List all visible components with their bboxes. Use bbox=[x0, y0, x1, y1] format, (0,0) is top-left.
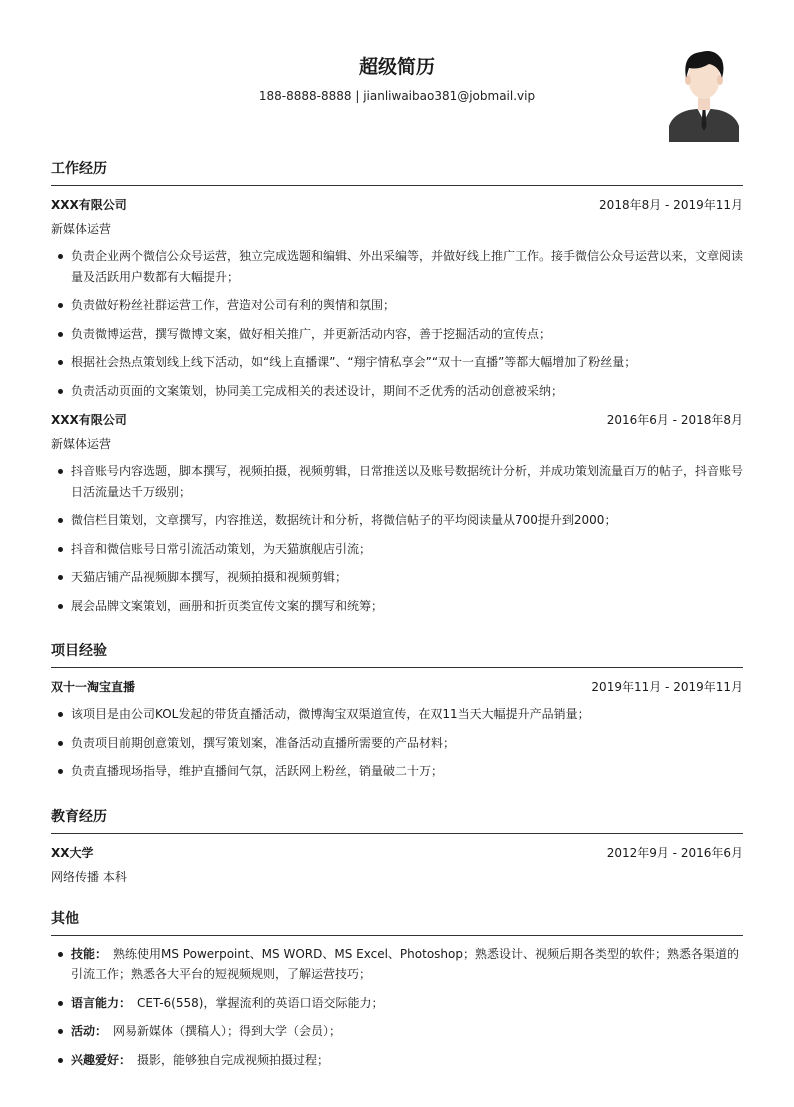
list-item: 负责活动页面的文案策划，协同美工完成相关的表述设计，期间不乏优秀的活动创意被采纳； bbox=[51, 381, 743, 402]
work-entry-header bbox=[51, 196, 743, 214]
list-item: 天猫店铺产品视频脚本撰写，视频拍摄和视频剪辑； bbox=[51, 567, 743, 588]
bullet-list bbox=[51, 704, 743, 782]
list-item bbox=[51, 993, 743, 1014]
avatar bbox=[669, 46, 739, 142]
list-item: 展会品牌文案策划，画册和折页类宣传文案的撰写和统筹； bbox=[51, 596, 743, 617]
major-degree: 网络传播 本科 bbox=[51, 869, 127, 884]
bullet-list bbox=[51, 246, 743, 401]
resume-page bbox=[51, 0, 743, 1078]
item-label: 兴趣爱好： bbox=[71, 1052, 132, 1067]
contact-info: 188-8888-8888 | jianliwaibao381@jobmail.vip bbox=[258, 89, 536, 103]
company-name: XXX有限公司 bbox=[51, 198, 127, 212]
date-range: 2012年9月 - 2016年6月 bbox=[606, 845, 743, 860]
job-title: 新媒体运营 bbox=[51, 222, 112, 236]
project-entry-header bbox=[51, 678, 743, 696]
list-item: 该项目是由公司KOL发起的带货直播活动，微博淘宝双渠道宣传，在双11当天大幅提升产品销量； bbox=[51, 704, 743, 725]
list-item bbox=[51, 1021, 743, 1042]
education-section bbox=[51, 806, 743, 886]
project-section bbox=[51, 640, 743, 782]
list-item: 负责项目前期创意策划，撰写策划案，准备活动直播所需要的产品材料； bbox=[51, 733, 743, 754]
company-name: XXX有限公司 bbox=[51, 413, 127, 427]
resume-header bbox=[51, 0, 743, 150]
list-item: 负责微博运营，撰写微博文案，做好相关推广，并更新活动内容，善于挖掘活动的宣传点； bbox=[51, 324, 743, 345]
list-item: 负责直播现场指导，维护直播间气氛，活跃网上粉丝，销量破二十万； bbox=[51, 761, 743, 782]
list-item bbox=[51, 1050, 743, 1071]
list-item: 抖音和微信账号日常引流活动策划，为天猫旗舰店引流； bbox=[51, 539, 743, 560]
candidate-name: 超级简历 bbox=[358, 56, 435, 78]
school-name: XX大学 bbox=[51, 845, 94, 860]
section-title-project: 项目经验 bbox=[51, 640, 743, 668]
bullet-list bbox=[51, 461, 743, 616]
date-range: 2016年6月 - 2018年8月 bbox=[606, 413, 743, 427]
list-item: 抖音账号内容选题，脚本撰写，视频拍摄，视频剪辑，日常推送以及账号数据统计分析，并成功策划流量百万的帖子，抖音账号日活流量达千万级别； bbox=[51, 461, 743, 502]
item-label: 技能： bbox=[71, 946, 108, 961]
date-range: 2018年8月 - 2019年11月 bbox=[599, 198, 743, 212]
list-item: 微信栏目策划，文章撰写，内容推送，数据统计和分析，将微信帖子的平均阅读量从700提升到2000； bbox=[51, 510, 743, 531]
project-name: 双十一淘宝直播 bbox=[51, 680, 136, 694]
education-entry-header bbox=[51, 844, 743, 862]
item-text: 网易新媒体（撰稿人）；得到大学（会员）； bbox=[113, 1024, 342, 1038]
list-item: 负责企业两个微信公众号运营，独立完成选题和编辑、外出采编等，并做好线上推广工作。接手微信公众号运营以来，文章阅读量及活跃用户数都有大幅提升； bbox=[51, 246, 743, 287]
job-title: 新媒体运营 bbox=[51, 437, 112, 451]
section-title-education: 教育经历 bbox=[51, 806, 743, 834]
other-section bbox=[51, 908, 743, 1071]
item-label: 语言能力： bbox=[71, 995, 132, 1010]
list-item: 根据社会热点策划线上线下活动，如“线上直播课”、“翔宇情私享会”“双十一直播”等都大幅增加了粉丝量； bbox=[51, 352, 743, 373]
section-title-other: 其他 bbox=[51, 908, 743, 936]
work-entry-header bbox=[51, 411, 743, 429]
item-text: 摄影，能够独自完成视频拍摄过程； bbox=[137, 1052, 330, 1067]
item-text: 熟练使用MS Powerpoint、MS WORD、MS Excel、Photoshop；熟悉设计、视频后期各类型的软件；熟悉各渠道的引流工作；熟悉各大平台的短视频规则，了解运营技巧； bbox=[71, 946, 739, 981]
work-section bbox=[51, 158, 743, 616]
item-text: CET-6(558)，掌握流利的英语口语交际能力； bbox=[137, 995, 384, 1010]
bullet-list bbox=[51, 944, 743, 1071]
date-range: 2019年11月 - 2019年11月 bbox=[591, 680, 743, 694]
section-title-work: 工作经历 bbox=[51, 158, 743, 186]
list-item: 负责做好粉丝社群运营工作，营造对公司有利的舆情和氛围； bbox=[51, 295, 743, 316]
list-item bbox=[51, 944, 743, 985]
item-label: 活动： bbox=[71, 1024, 108, 1038]
